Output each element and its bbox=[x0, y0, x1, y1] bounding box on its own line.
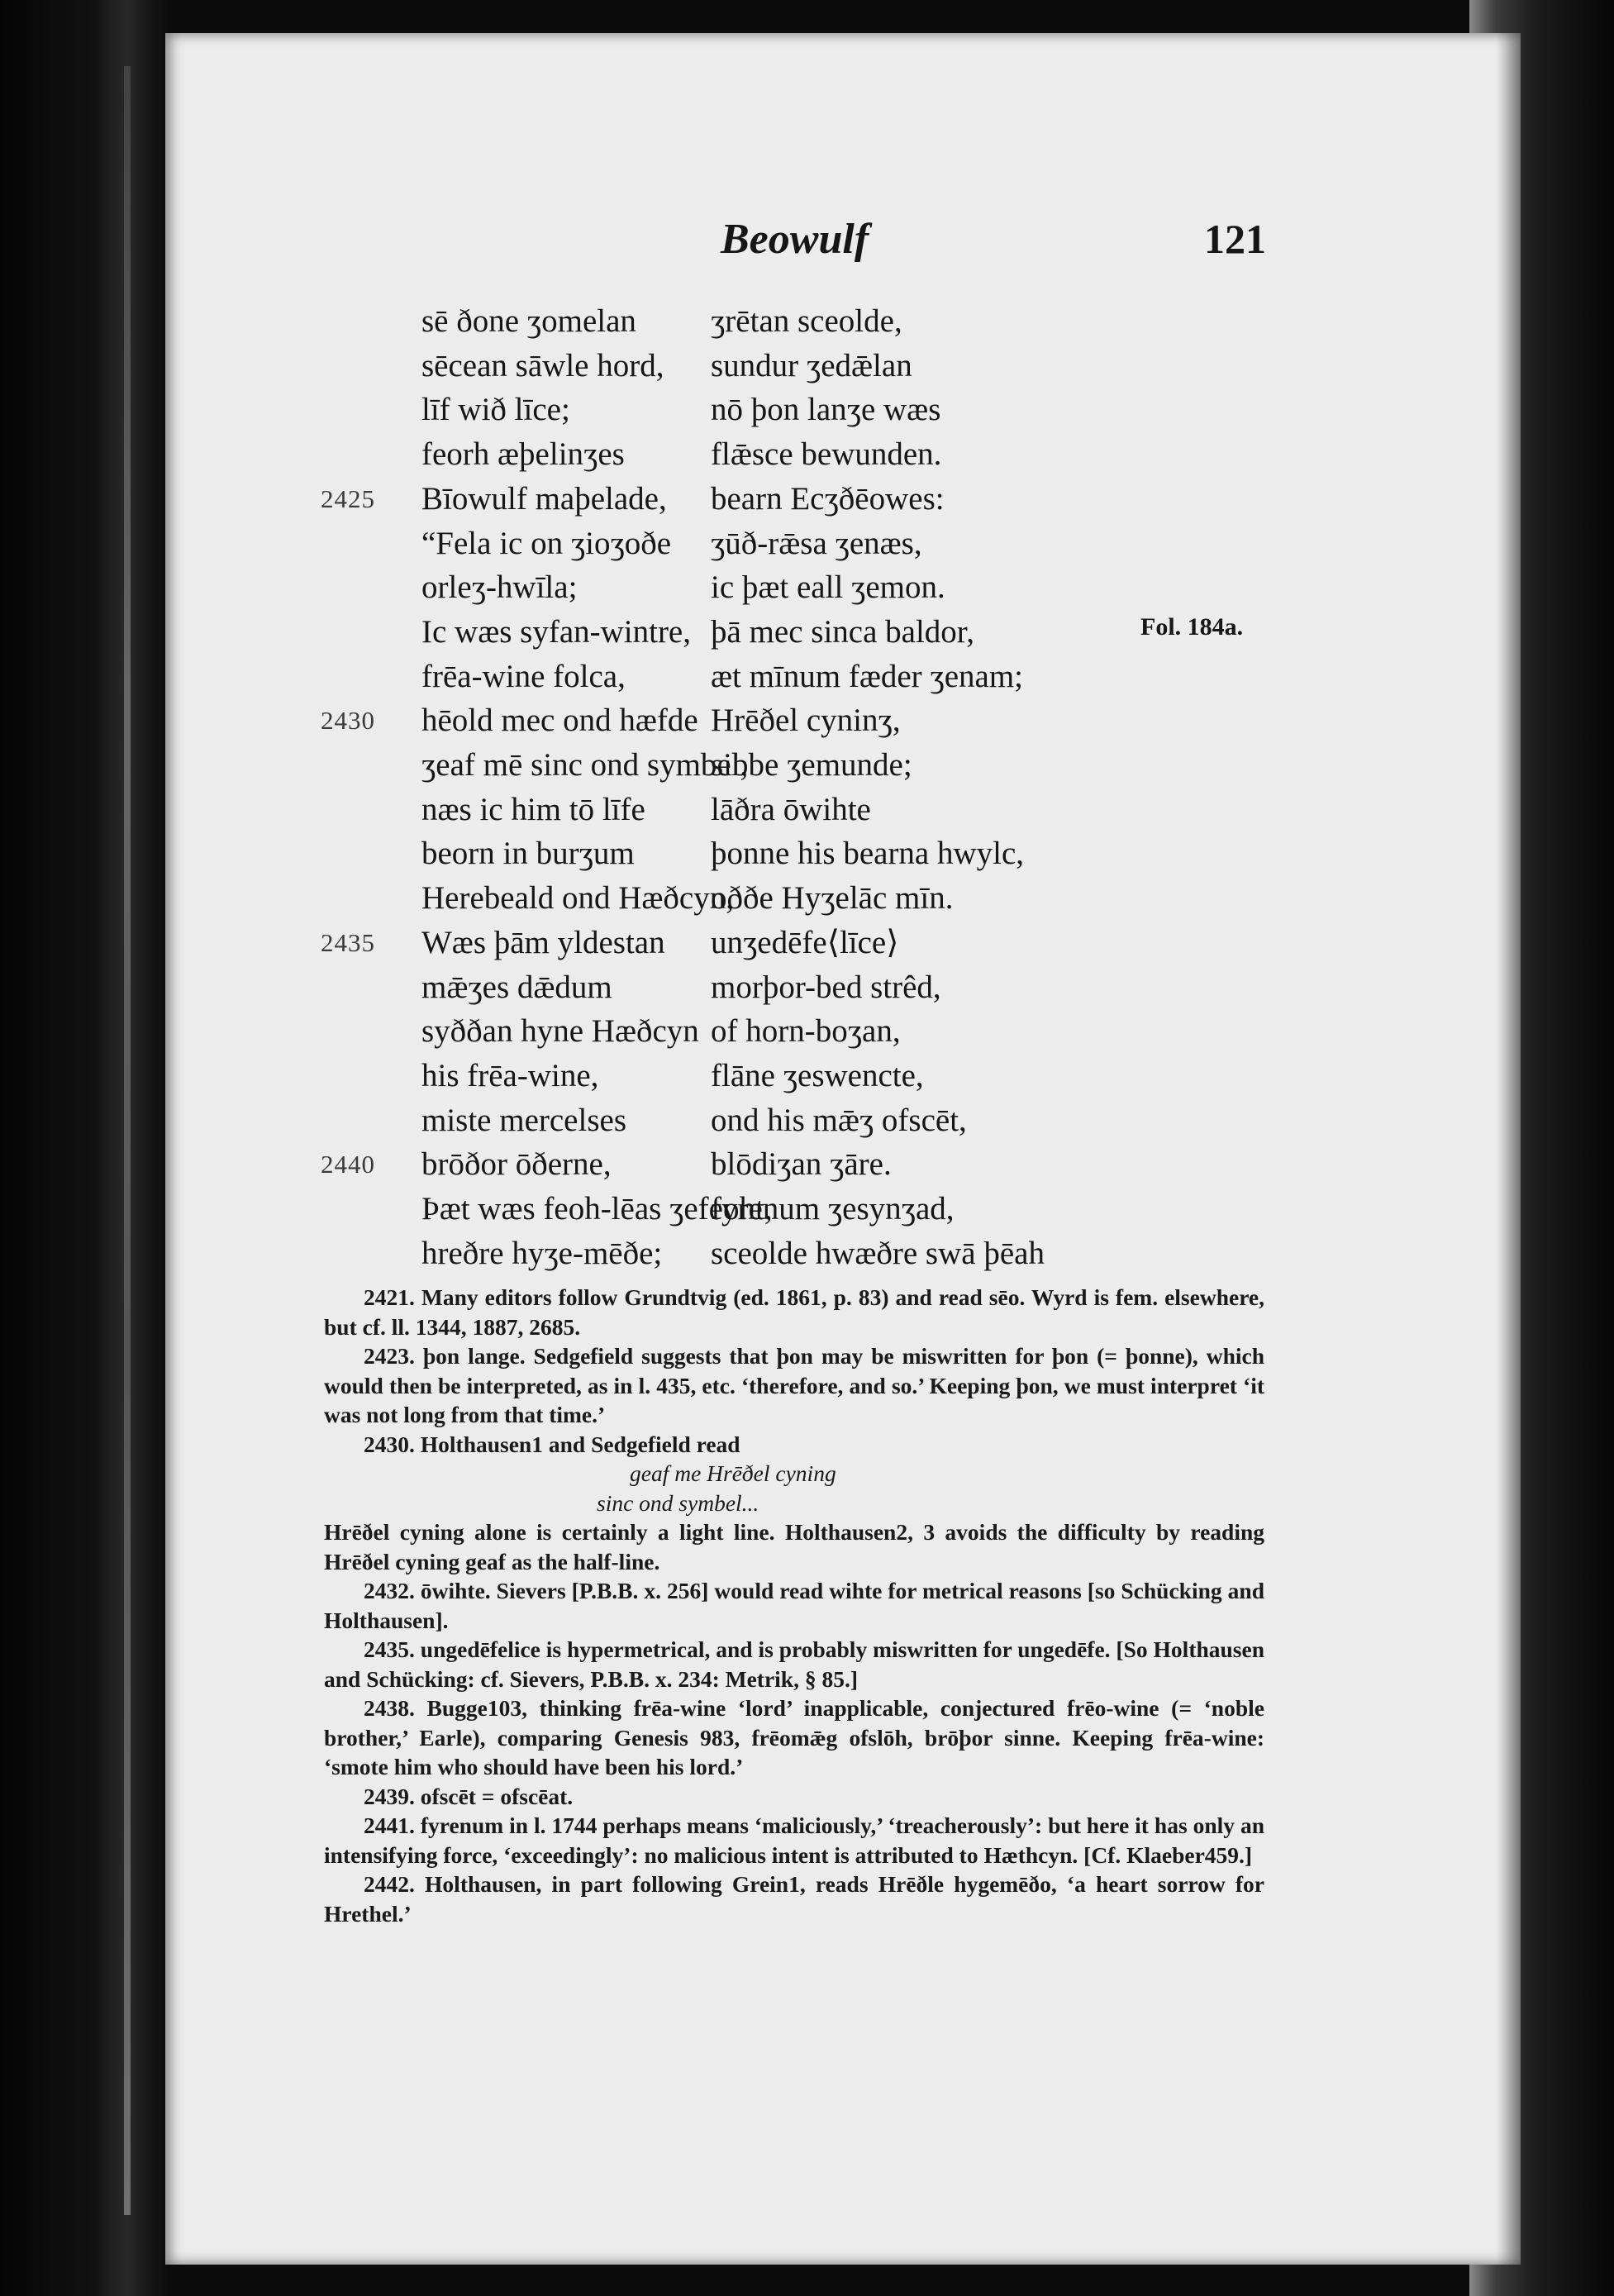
footnote-label: 2435. bbox=[364, 1636, 415, 1662]
half-line-a: feorh æþelinʒes bbox=[421, 436, 625, 473]
half-line-a: miste mercelses bbox=[421, 1102, 626, 1138]
half-line-b: ʒrētan sceolde, bbox=[711, 303, 902, 339]
footnote bbox=[324, 1782, 1264, 1812]
half-line-a: sē ðone ʒomelan bbox=[421, 303, 636, 339]
footnote-label: 2432. bbox=[364, 1578, 415, 1603]
footnote bbox=[324, 1430, 1264, 1577]
footnote-text: þon lange. Sedgefield suggests that þon may be miswritten for þon (= þonne), which would then be interpreted, as in l. 435, etc. ‘therefore, and so.’ Keeping þon, we must interpret ‘it was not long from that time.’ bbox=[324, 1343, 1265, 1427]
half-line-b: sundur ʒedǣlan bbox=[711, 347, 912, 383]
footnote-text: ungedēfelice is hypermetrical, and is probably miswritten for ungedēfe. [So Holthausen and Schücking: cf. Sievers, P.B.B. x. 234: Metrik, § 85.] bbox=[324, 1636, 1265, 1692]
footnote-label: 2421. bbox=[364, 1284, 415, 1310]
line-number: 2435 bbox=[321, 927, 375, 957]
half-line-a: hreðre hyʒe-mēðe; bbox=[421, 1235, 663, 1271]
half-line-b: ic þæt eall ʒemon. bbox=[711, 569, 945, 606]
left-page-edge bbox=[0, 0, 169, 2296]
footnotes bbox=[324, 1283, 1264, 1928]
half-line-b: morþor-bed strêd, bbox=[711, 969, 941, 1005]
half-line-b: Hrēðel cyninʒ, bbox=[711, 703, 901, 739]
half-line-b: æt mīnum fæder ʒenam; bbox=[711, 658, 1024, 694]
half-line-b: oððe Hyʒelāc mīn. bbox=[711, 880, 954, 917]
running-head bbox=[721, 215, 1266, 273]
half-line-a: syððan hyne Hæðcyn bbox=[421, 1013, 699, 1050]
footnote-label: 2442. bbox=[364, 1871, 415, 1897]
half-line-a: his frēa-wine, bbox=[421, 1057, 599, 1093]
footnote bbox=[324, 1576, 1264, 1635]
footnote bbox=[324, 1693, 1264, 1782]
footnote-text: ōwihte. Sievers [P.B.B. x. 256] would read wihte for metrical reasons [so Schücking and Holthausen]. bbox=[324, 1578, 1264, 1633]
footnote-quote-line: sinc ond symbel... bbox=[597, 1489, 759, 1516]
half-line-b: bearn Ecʒðēowes: bbox=[711, 480, 945, 517]
half-line-b: ond his mǣʒ ofscēt, bbox=[711, 1102, 967, 1138]
page-number: 121 bbox=[1204, 216, 1266, 262]
footnote-label: 2430. bbox=[364, 1431, 415, 1457]
footnote bbox=[324, 1635, 1264, 1693]
half-line-b: fyrenum ʒesynʒad, bbox=[711, 1191, 955, 1227]
half-line-a: sēcean sāwle hord, bbox=[421, 347, 664, 383]
footnote bbox=[324, 1341, 1264, 1430]
half-line-b: þā mec sinca baldor, bbox=[711, 613, 974, 650]
footnote-label: 2438. bbox=[364, 1695, 415, 1721]
half-line-b: flāne ʒeswencte, bbox=[711, 1057, 924, 1093]
footnote-text: fyrenum in l. 1744 perhaps means ‘maliciously,’ ‘treacherously’: but here it has only an intensifying force, ‘exceedingly’: no malicious intent is attributed to Hæthcyn. [Cf. Klaeber459.] bbox=[324, 1813, 1265, 1868]
half-line-a: Þæt wæs feoh-lēas ʒefeoht, bbox=[421, 1191, 773, 1227]
footnote-label: 2441. bbox=[364, 1813, 415, 1838]
half-line-a: hēold mec ond hæfde bbox=[421, 703, 698, 739]
footnote-text: Bugge103, thinking frēa-wine ‘lord’ inapplicable, conjectured frēo-wine (= ‘noble brother,’ Earle), comparing Genesis 983, frēomǣg ofslōh, brōþor sinne. Keeping frēa-wine: ‘smote him who should have been his lord.’ bbox=[324, 1695, 1264, 1779]
half-line-a: “Fela ic on ʒioʒoðe bbox=[421, 525, 672, 561]
footnote-text: Holthausen, in part following Grein1, reads Hrēðle hygemēðo, ‘a heart sorrow for Hrethel.’ bbox=[324, 1871, 1265, 1927]
half-line-a: Herebeald ond Hæðcyn, bbox=[421, 880, 734, 917]
half-line-a: Wæs þām yldestan bbox=[421, 924, 665, 960]
half-line-b: flǣsce bewunden. bbox=[711, 436, 942, 473]
footnote-label: 2423. bbox=[364, 1343, 415, 1369]
half-line-a: ʒeaf mē sinc ond symbel, bbox=[421, 747, 749, 783]
footnote-quote-line: geaf me Hrēðel cyning bbox=[630, 1460, 836, 1486]
footnote-text: Many editors follow Grundtvig (ed. 1861, p. 83) and read sēo. Wyrd is fem. elsewhere, but cf. ll. 1344, 1887, 2685. bbox=[324, 1284, 1264, 1340]
running-title: Beowulf bbox=[721, 216, 869, 263]
footnote bbox=[324, 1283, 1264, 1341]
line-number: 2425 bbox=[321, 483, 375, 513]
footnote bbox=[324, 1870, 1264, 1928]
folio-marginal-note: Fol. 184a. bbox=[1140, 613, 1244, 641]
line-number: 2440 bbox=[321, 1150, 375, 1179]
footnote-text: Holthausen1 and Sedgefield read bbox=[420, 1431, 740, 1457]
half-line-b: lāðra ōwihte bbox=[711, 791, 871, 827]
half-line-a: līf wið līce; bbox=[421, 392, 570, 428]
half-line-a: beorn in burʒum bbox=[421, 836, 635, 872]
half-line-a: Ic wæs syfan-wintre, bbox=[421, 613, 691, 650]
half-line-a: orleʒ-hwīla; bbox=[421, 569, 578, 606]
half-line-b: nō þon lanʒe wæs bbox=[711, 392, 941, 428]
half-line-a: næs ic him tō līfe bbox=[421, 791, 645, 827]
footnote-label: 2439. bbox=[364, 1783, 415, 1809]
half-line-b: of horn-boʒan, bbox=[711, 1013, 901, 1050]
half-line-b: ʒūð-rǣsa ʒenæs, bbox=[711, 525, 922, 561]
half-line-a: Bīowulf maþelade, bbox=[421, 480, 667, 517]
footnote-text: ofscēt = ofscēat. bbox=[420, 1783, 574, 1809]
half-line-b: þonne his bearna hwylc, bbox=[711, 836, 1025, 872]
half-line-b: sibbe ʒemunde; bbox=[711, 747, 912, 783]
half-line-a: mǣʒes dǣdum bbox=[421, 969, 612, 1005]
half-line-a: brōðor ōðerne, bbox=[421, 1146, 612, 1183]
half-line-a: frēa-wine folca, bbox=[421, 658, 626, 694]
line-number: 2430 bbox=[321, 706, 375, 736]
footnote-continuation: Hrēðel cyning alone is certainly a light line. Holthausen2, 3 avoids the difficulty by reading Hrēðel cyning geaf as the half-line. bbox=[324, 1519, 1264, 1574]
footnote bbox=[324, 1811, 1264, 1870]
half-line-b: sceolde hwæðre swā þēah bbox=[711, 1235, 1045, 1271]
half-line-b: unʒedēfe⟨līce⟩ bbox=[711, 924, 899, 960]
half-line-b: blōdiʒan ʒāre. bbox=[711, 1146, 892, 1183]
